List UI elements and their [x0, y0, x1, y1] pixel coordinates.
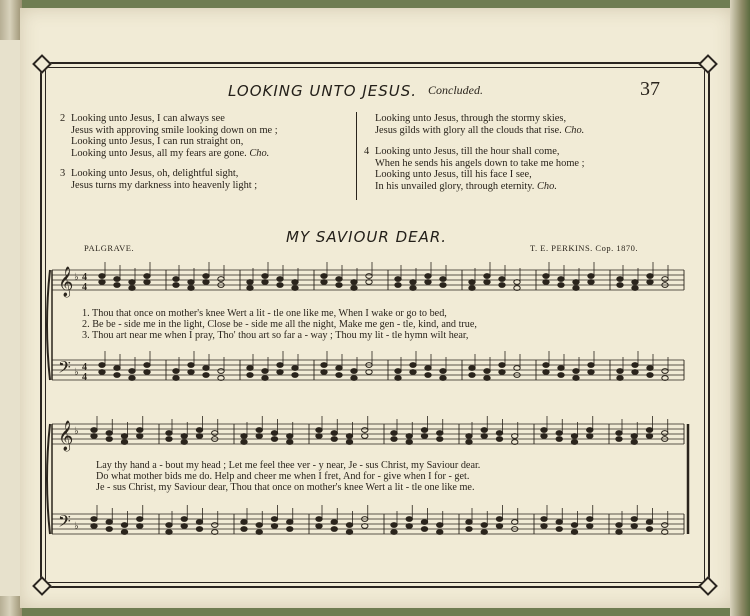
note-head	[292, 280, 298, 285]
note-head	[631, 524, 637, 529]
note-head	[662, 431, 668, 436]
note-head	[287, 527, 293, 532]
note-head	[543, 370, 549, 375]
note-head	[571, 434, 577, 439]
verse-line: Jesus with approving smile looking down on me ;	[71, 124, 278, 136]
note-head	[203, 280, 209, 285]
note-head	[410, 280, 416, 285]
note-head	[395, 376, 401, 381]
note-head	[137, 517, 143, 522]
system-brace	[47, 270, 50, 380]
note-head	[366, 274, 372, 279]
note-head	[346, 530, 352, 535]
note-head	[440, 277, 446, 282]
note-head	[499, 370, 505, 375]
note-head	[556, 527, 562, 532]
note-head	[362, 428, 368, 433]
note-head	[144, 280, 150, 285]
note-head	[406, 524, 412, 529]
page-number: 37	[640, 78, 660, 100]
left-page-edge	[0, 40, 21, 596]
note-head	[587, 524, 593, 529]
note-head	[425, 373, 431, 378]
note-head	[617, 277, 623, 282]
note-head	[496, 431, 502, 436]
note-head	[316, 517, 322, 522]
note-head	[573, 376, 579, 381]
system-brace	[47, 424, 50, 534]
note-head	[556, 437, 562, 442]
note-head	[588, 274, 594, 279]
note-head	[316, 524, 322, 529]
note-head	[346, 523, 352, 528]
verse-line: Jesus gilds with glory all the clouds that rise.	[375, 124, 562, 136]
book-right-edge	[730, 0, 750, 616]
note-head	[421, 527, 427, 532]
note-head	[481, 428, 487, 433]
note-head	[321, 280, 327, 285]
note-head	[241, 440, 247, 445]
note-head	[391, 523, 397, 528]
note-head	[499, 283, 505, 288]
note-head	[218, 277, 224, 282]
note-head	[321, 363, 327, 368]
note-head	[646, 434, 652, 439]
time-signature-bottom: 4	[82, 372, 87, 383]
note-head	[499, 363, 505, 368]
note-head	[181, 517, 187, 522]
note-head	[212, 431, 218, 436]
note-head	[277, 363, 283, 368]
note-head	[181, 440, 187, 445]
note-head	[662, 523, 668, 528]
note-head	[129, 280, 135, 285]
note-head	[277, 283, 283, 288]
note-head	[632, 370, 638, 375]
note-head	[541, 524, 547, 529]
verse-line: Jesus turns my darkness into heavenly light ;	[71, 179, 258, 191]
verse-line: Looking unto Jesus, I can always see	[71, 113, 225, 124]
note-head	[166, 523, 172, 528]
note-head	[99, 363, 105, 368]
note-head	[256, 428, 262, 433]
note-head	[271, 431, 277, 436]
note-head	[421, 428, 427, 433]
note-head	[262, 376, 268, 381]
treble-clef-icon: 𝄞	[58, 421, 74, 451]
note-head	[391, 431, 397, 436]
note-head	[410, 363, 416, 368]
note-head	[247, 366, 253, 371]
note-head	[406, 434, 412, 439]
lyric-line: 3. Thou art near me when I pray, Tho' thou art so far a - way ; Thou my lit - tle hymn wilt hear,	[82, 330, 469, 341]
note-head	[391, 530, 397, 535]
verse-line: Looking unto Jesus, through the stormy skies,	[375, 113, 567, 124]
note-head	[499, 277, 505, 282]
note-head	[287, 440, 293, 445]
note-head	[437, 530, 443, 535]
note-head	[271, 524, 277, 529]
note-head	[588, 363, 594, 368]
note-head	[188, 363, 194, 368]
verse-3	[60, 168, 257, 191]
note-head	[106, 431, 112, 436]
note-head	[425, 366, 431, 371]
note-head	[646, 520, 652, 525]
concluded-label: Concluded.	[428, 83, 483, 97]
note-head	[496, 437, 502, 442]
note-head	[166, 437, 172, 442]
page-title: LOOKING UNTO JESUS.	[228, 82, 418, 100]
note-head	[247, 286, 253, 291]
note-head	[588, 280, 594, 285]
note-head	[331, 437, 337, 442]
note-head	[631, 440, 637, 445]
note-head	[144, 370, 150, 375]
note-head	[256, 530, 262, 535]
note-head	[647, 280, 653, 285]
note-head	[262, 280, 268, 285]
note-head	[114, 283, 120, 288]
note-head	[632, 363, 638, 368]
lyric-line: Je - sus Christ, my Saviour dear, Thou that once on mother's knee Wert a lit - tle one like me.	[96, 482, 475, 493]
note-head	[99, 274, 105, 279]
note-head	[617, 369, 623, 374]
verse-line: In his unvailed glory, through eternity.	[375, 180, 535, 192]
note-head	[484, 280, 490, 285]
note-head	[346, 434, 352, 439]
note-head	[137, 428, 143, 433]
note-head	[631, 517, 637, 522]
flat-key-icon: ♭	[74, 272, 79, 283]
note-head	[106, 437, 112, 442]
note-head	[616, 437, 622, 442]
note-head	[616, 523, 622, 528]
note-head	[558, 373, 564, 378]
note-head	[437, 523, 443, 528]
note-head	[121, 523, 127, 528]
note-head	[114, 373, 120, 378]
note-head	[292, 373, 298, 378]
note-head	[662, 277, 668, 282]
note-head	[541, 517, 547, 522]
note-head	[336, 373, 342, 378]
verse-line: Looking unto Jesus, I can run straight on,	[71, 136, 244, 147]
note-head	[166, 530, 172, 535]
note-head	[256, 434, 262, 439]
note-head	[91, 428, 97, 433]
note-head	[662, 369, 668, 374]
note-head	[91, 524, 97, 529]
note-head	[287, 434, 293, 439]
note-head	[571, 523, 577, 528]
note-head	[351, 376, 357, 381]
note-head	[556, 520, 562, 525]
note-head	[262, 369, 268, 374]
note-head	[543, 363, 549, 368]
note-head	[466, 527, 472, 532]
verse-line: Looking unto Jesus, all my fears are gone.	[71, 147, 247, 159]
lyric-line: Do what mother bids me do. Help and cheer me when I fret, And for - give when I for - get.	[96, 471, 470, 482]
note-head	[336, 283, 342, 288]
note-head	[481, 523, 487, 528]
note-head	[406, 440, 412, 445]
note-head	[395, 277, 401, 282]
note-head	[144, 363, 150, 368]
note-head	[121, 530, 127, 535]
note-head	[114, 366, 120, 371]
note-head	[632, 280, 638, 285]
verse-line: Looking unto Jesus, till the hour shall come,	[375, 146, 560, 157]
note-head	[196, 428, 202, 433]
note-head	[173, 283, 179, 288]
note-head	[277, 370, 283, 375]
lyrics-system-2	[96, 460, 480, 493]
note-head	[481, 434, 487, 439]
note-head	[425, 274, 431, 279]
note-head	[91, 434, 97, 439]
lyric-line: 1. Thou that once on mother's knee Wert a lit - tle one like me, When I wake or go to bed,	[82, 308, 447, 319]
note-head	[277, 277, 283, 282]
note-head	[632, 286, 638, 291]
note-head	[196, 520, 202, 525]
note-head	[241, 434, 247, 439]
note-head	[437, 431, 443, 436]
note-head	[647, 373, 653, 378]
note-head	[188, 280, 194, 285]
note-head	[469, 280, 475, 285]
bass-clef-icon: 𝄢	[58, 357, 71, 381]
note-head	[91, 517, 97, 522]
note-head	[137, 524, 143, 529]
tune-name: PALGRAVE.	[84, 243, 135, 253]
note-head	[496, 524, 502, 529]
note-head	[292, 366, 298, 371]
note-head	[351, 280, 357, 285]
verse-number: 3	[60, 168, 66, 179]
time-signature-top: 4	[82, 362, 87, 373]
note-head	[543, 280, 549, 285]
note-head	[543, 274, 549, 279]
note-head	[406, 517, 412, 522]
chorus-mark: Cho.	[537, 180, 557, 192]
note-head	[616, 431, 622, 436]
note-head	[212, 523, 218, 528]
note-head	[129, 369, 135, 374]
note-head	[617, 283, 623, 288]
note-head	[99, 370, 105, 375]
note-head	[616, 530, 622, 535]
flat-key-icon: ♭	[74, 367, 79, 378]
flat-key-icon: ♭	[74, 521, 79, 532]
note-head	[421, 434, 427, 439]
note-head	[137, 434, 143, 439]
note-head	[440, 283, 446, 288]
note-head	[331, 527, 337, 532]
note-head	[196, 434, 202, 439]
chorus-mark: Cho.	[249, 147, 270, 159]
note-head	[262, 274, 268, 279]
note-head	[571, 530, 577, 535]
note-head	[588, 370, 594, 375]
note-head	[241, 527, 247, 532]
note-head	[203, 373, 209, 378]
note-head	[188, 370, 194, 375]
note-head	[181, 434, 187, 439]
verse-number: 2	[60, 113, 66, 124]
note-head	[484, 376, 490, 381]
note-head	[587, 434, 593, 439]
note-head	[410, 286, 416, 291]
note-head	[440, 376, 446, 381]
note-head	[481, 530, 487, 535]
verse-4	[364, 146, 585, 192]
note-head	[484, 274, 490, 279]
hymn-title: MY SAVIOUR DEAR.	[286, 228, 448, 246]
note-head	[271, 517, 277, 522]
note-head	[196, 527, 202, 532]
note-head	[410, 370, 416, 375]
note-head	[173, 277, 179, 282]
note-head	[395, 369, 401, 374]
note-head	[181, 524, 187, 529]
note-head	[391, 437, 397, 442]
note-head	[647, 366, 653, 371]
note-head	[331, 431, 337, 436]
note-head	[646, 527, 652, 532]
note-head	[587, 428, 593, 433]
note-head	[571, 440, 577, 445]
note-head	[106, 520, 112, 525]
note-head	[331, 520, 337, 525]
note-head	[541, 428, 547, 433]
note-head	[321, 274, 327, 279]
note-head	[541, 434, 547, 439]
note-head	[496, 517, 502, 522]
verse-line: Looking unto Jesus, oh, delightful sight,	[71, 168, 239, 179]
note-head	[316, 434, 322, 439]
note-head	[573, 369, 579, 374]
note-head	[292, 286, 298, 291]
note-head	[241, 520, 247, 525]
lyric-line: 2. Be be - side me in the light, Close be - side me all the night, Make me gen - tle, kind, and true,	[82, 319, 477, 330]
note-head	[99, 280, 105, 285]
note-head	[617, 376, 623, 381]
note-head	[466, 434, 472, 439]
verse-2-continued	[364, 113, 584, 136]
note-head	[287, 520, 293, 525]
note-head	[440, 369, 446, 374]
time-signature-top: 4	[82, 272, 87, 283]
note-head	[321, 370, 327, 375]
note-head	[316, 428, 322, 433]
note-head	[247, 280, 253, 285]
note-head	[469, 286, 475, 291]
note-head	[166, 431, 172, 436]
note-head	[558, 277, 564, 282]
note-head	[466, 440, 472, 445]
note-head	[421, 520, 427, 525]
verse-2	[60, 113, 278, 159]
note-head	[121, 440, 127, 445]
note-head	[395, 283, 401, 288]
lyric-line: Lay thy hand a - bout my head ; Let me feel thee ver - y near, Je - sus Christ, my Saviour dear.	[96, 460, 481, 471]
note-head	[129, 286, 135, 291]
note-head	[469, 366, 475, 371]
note-head	[573, 280, 579, 285]
note-head	[188, 286, 194, 291]
note-head	[173, 376, 179, 381]
note-head	[203, 274, 209, 279]
flat-key-icon: ♭	[74, 426, 79, 437]
note-head	[336, 277, 342, 282]
note-head	[466, 520, 472, 525]
note-head	[558, 283, 564, 288]
note-head	[346, 440, 352, 445]
note-head	[144, 274, 150, 279]
note-head	[114, 277, 120, 282]
note-head	[129, 376, 135, 381]
note-head	[573, 286, 579, 291]
chorus-mark: Cho.	[564, 124, 585, 136]
note-head	[558, 366, 564, 371]
note-head	[173, 369, 179, 374]
note-head	[484, 369, 490, 374]
composer-credit: T. E. PERKINS. Cop. 1870.	[530, 243, 638, 253]
note-head	[203, 366, 209, 371]
note-head	[556, 431, 562, 436]
note-head	[121, 434, 127, 439]
note-head	[646, 428, 652, 433]
verse-line: Looking unto Jesus, till his face I see,	[375, 169, 532, 180]
note-head	[587, 517, 593, 522]
note-head	[351, 286, 357, 291]
note-head	[106, 527, 112, 532]
note-head	[336, 366, 342, 371]
note-head	[351, 369, 357, 374]
note-head	[437, 437, 443, 442]
verse-line: When he sends his angels down to take me home ;	[375, 157, 585, 169]
note-head	[256, 523, 262, 528]
note-head	[647, 274, 653, 279]
column-divider	[356, 112, 357, 200]
page	[20, 8, 732, 608]
note-head	[271, 437, 277, 442]
note-head	[631, 434, 637, 439]
note-head	[218, 369, 224, 374]
lyrics-system-1	[82, 308, 477, 341]
verse-number: 4	[364, 146, 370, 157]
note-head	[469, 373, 475, 378]
note-head	[247, 373, 253, 378]
bass-clef-icon: 𝄢	[58, 511, 71, 535]
time-signature-bottom: 4	[82, 282, 87, 293]
treble-clef-icon: 𝄞	[58, 267, 74, 297]
note-head	[425, 280, 431, 285]
